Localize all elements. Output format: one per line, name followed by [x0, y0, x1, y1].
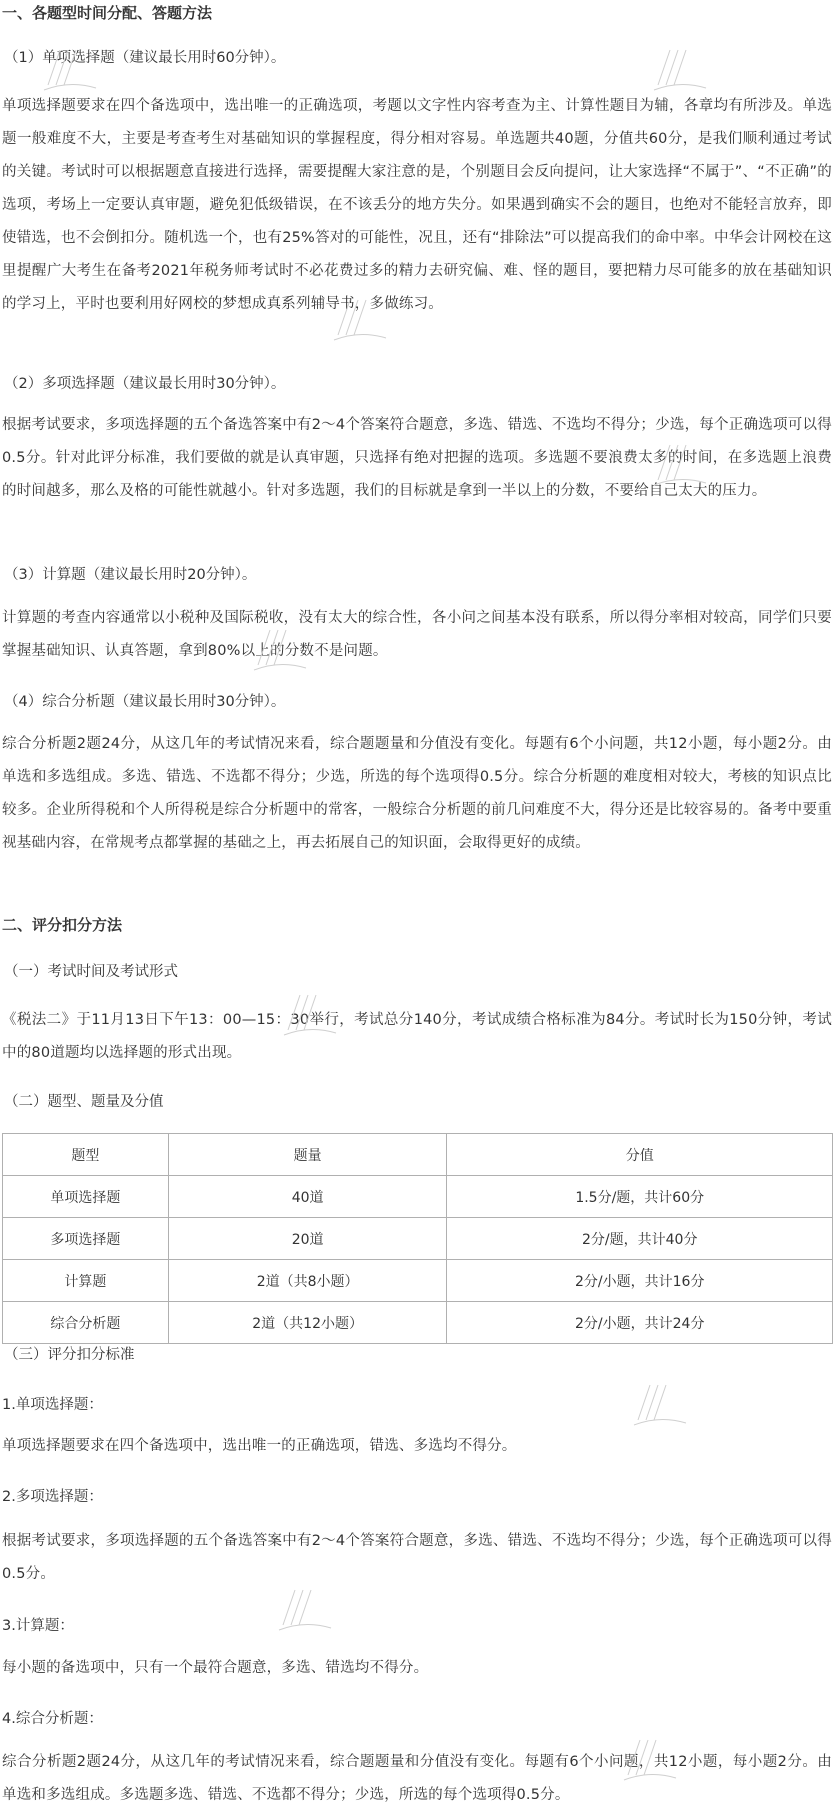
table-cell: 2分/小题，共计16分 [447, 1260, 833, 1302]
table-cell: 1.5分/题，共计60分 [447, 1176, 833, 1218]
exam-time-paragraph: 《税法二》于11月13日下午13：00—15：30举行，考试总分140分，考试成绩合格标准为84分。考试时长为150分钟，考试中的80道题均以选择题的形式出现。 [2, 1012, 832, 1061]
paragraph-multiple-choice: 根据考试要求，多项选择题的五个备选答案中有2～4个答案符合题意，多选、错选、不选均不得分；少选，每个正确选项可以得0.5分。针对此评分标准，我们要做的就是认真审题，只选择有绝对把握的选项。多选题不要浪费太多的时间，在多选题上浪费的时间越多，那么及格的可能性就越小。针对多选题，我们的目标就是拿到一半以上的分数，不要给自己太大的压力。 [2, 417, 832, 499]
table-header-cell: 题型 [3, 1134, 169, 1176]
table-row [3, 1302, 833, 1344]
table-cell: 单项选择题 [3, 1176, 169, 1218]
watermark-scribble-icon [630, 1375, 690, 1435]
score-table [2, 1133, 833, 1344]
sub-heading-comprehensive: （4）综合分析题（建议最长用时30分钟）。 [4, 694, 286, 710]
standard-text-calculation: 每小题的备选项中，只有一个最符合题意，多选、错选均不得分。 [2, 1660, 429, 1676]
table-cell: 2分/题，共计40分 [447, 1218, 833, 1260]
sub-heading-multiple-choice: （2）多项选择题（建议最长用时30分钟）。 [4, 376, 286, 392]
table-cell: 2分/小题，共计24分 [447, 1302, 833, 1344]
table-cell: 40道 [168, 1176, 447, 1218]
table-row [3, 1260, 833, 1302]
table-header-cell: 题量 [168, 1134, 447, 1176]
standard-text-multiple: 根据考试要求，多项选择题的五个备选答案中有2～4个答案符合题意，多选、错选、不选均不得分；少选，每个正确选项可以得0.5分。 [2, 1533, 832, 1582]
table-cell: 计算题 [3, 1260, 169, 1302]
table-cell: 2道（共12小题） [168, 1302, 447, 1344]
table-cell: 20道 [168, 1218, 447, 1260]
section2-heading: 二、评分扣分方法 [2, 916, 123, 934]
exam-time-title: （一）考试时间及考试形式 [4, 964, 178, 980]
standard-label-comprehensive: 4.综合分析题： [2, 1711, 103, 1727]
section1-heading: 一、各题型时间分配、答题方法 [2, 4, 213, 22]
sub-heading-single-choice: （1）单项选择题（建议最长用时60分钟）。 [4, 50, 286, 66]
table-header-cell: 分值 [447, 1134, 833, 1176]
table-row [3, 1218, 833, 1260]
standard-label-calculation: 3.计算题： [2, 1618, 74, 1634]
table-title: （二）题型、题量及分值 [4, 1094, 164, 1110]
table-header-row [3, 1134, 833, 1176]
standard-label-single: 1.单项选择题： [2, 1397, 103, 1413]
standard-label-multiple: 2.多项选择题： [2, 1489, 103, 1505]
paragraph-calculation: 计算题的考查内容通常以小税种及国际税收，没有太大的综合性，各小问之间基本没有联系，所以得分率相对较高，同学们只要掌握基础知识、认真答题，拿到80%以上的分数不是问题。 [2, 610, 832, 659]
paragraph-single-choice: 单项选择题要求在四个备选项中，选出唯一的正确选项，考题以文字性内容考查为主、计算性题目为辅，各章均有所涉及。单选题一般难度不大，主要是考查考生对基础知识的掌握程度，得分相对容易。单选题共40题，分值共60分，是我们顺利通过考试的关键。考试时可以根据题意直接进行选择，需要提醒大家注意的是，个别题目会反向提问，让大家选择“不属于”、“不正确”的选项，考场上一定要认真审题，避免犯低级错误，在不该丢分的地方失分。如果遇到确实不会的题目，也绝对不能轻言放弃，即使错选，也不会倒扣分。随机选一个，也有25%答对的可能性，况且，还有“排除法”可以提高我们的命中率。中华会计网校在这里提醒广大考生在备考2021年税务师考试时不必花费过多的精力去研究偏、难、怪的题目，要把精力尽可能多的放在基础知识的学习上，平时也要利用好网校的梦想成真系列辅导书，多做练习。 [2, 98, 832, 312]
standard-text-comprehensive: 综合分析题2题24分，从这几年的考试情况来看，综合题题量和分值没有变化。每题有6个小问题，共12小题，每小题2分。由单选和多选组成。多选题多选、错选、不选都不得分；少选，所选的每个选项得0.5分。 [2, 1754, 832, 1803]
table-row [3, 1176, 833, 1218]
standard-text-single: 单项选择题要求在四个备选项中，选出唯一的正确选项，错选、多选均不得分。 [2, 1438, 517, 1454]
table-cell: 综合分析题 [3, 1302, 169, 1344]
paragraph-comprehensive: 综合分析题2题24分，从这几年的考试情况来看，综合题题量和分值没有变化。每题有6个小问题，共12小题，每小题2分。由单选和多选组成。多选、错选、不选都不得分；少选，所选的每个选项得0.5分。综合分析题的难度相对较大，考核的知识点比较多。企业所得税和个人所得税是综合分析题中的常客，一般综合分析题的前几问难度不大，得分还是比较容易的。备考中要重视基础内容，在常规考点都掌握的基础之上，再去拓展自己的知识面，会取得更好的成绩。 [2, 736, 832, 851]
standard-title: （三）评分扣分标准 [4, 1347, 135, 1363]
table-cell: 多项选择题 [3, 1218, 169, 1260]
sub-heading-calculation: （3）计算题（建议最长用时20分钟）。 [4, 567, 257, 583]
table-cell: 2道（共8小题） [168, 1260, 447, 1302]
